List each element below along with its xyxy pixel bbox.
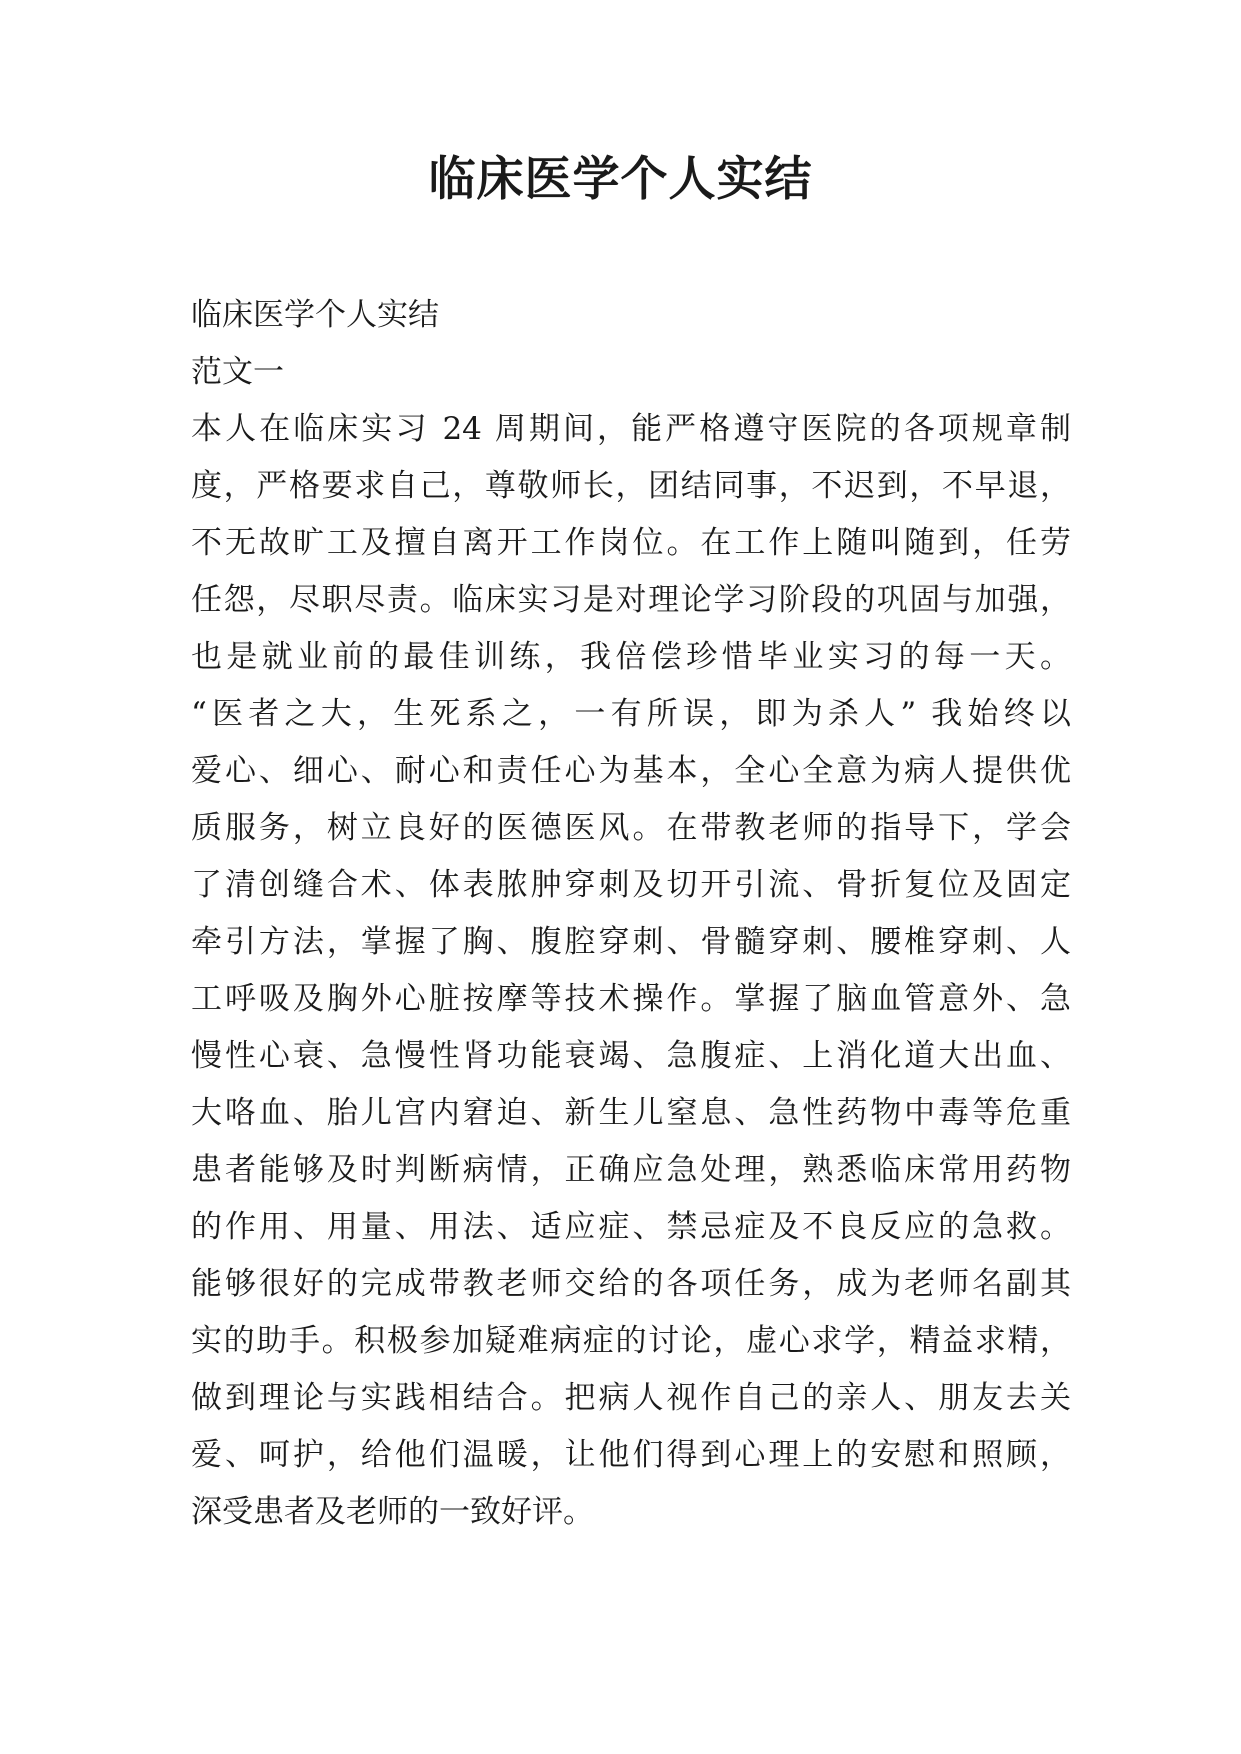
document-subtitle: 临床医学个人实结 — [191, 297, 439, 333]
paragraph-line: 的作用、用量、用法、适应症、禁忌症及不良反应的急救。 — [191, 1209, 1071, 1245]
paragraph-line: 爱心、细心、耐心和责任心为基本，全心全意为病人提供优 — [191, 753, 1071, 789]
paragraph-line: 本人在临床实习 24 周期间，能严格遵守医院的各项规章制 — [191, 411, 1071, 447]
paragraph-line: 慢性心衰、急慢性肾功能衰竭、急腹症、上消化道大出血、 — [191, 1038, 1071, 1074]
paragraph-line: 任怨，尽职尽责。临床实习是对理论学习阶段的巩固与加强， — [191, 582, 1071, 618]
paragraph-line: 质服务，树立良好的医德医风。在带教老师的指导下，学会 — [191, 810, 1071, 846]
paragraph-line: 能够很好的完成带教老师交给的各项任务，成为老师名副其 — [191, 1266, 1071, 1302]
document-title: 临床医学个人实结 — [428, 152, 813, 207]
paragraph-line: 牵引方法，掌握了胸、腹腔穿刺、骨髓穿刺、腰椎穿刺、人 — [191, 924, 1071, 960]
paragraph-line: 实的助手。积极参加疑难病症的讨论，虚心求学，精益求精， — [191, 1323, 1071, 1359]
paragraph-line-last: 深受患者及老师的一致好评。 — [191, 1494, 594, 1530]
section-label: 范文一 — [191, 354, 284, 390]
paragraph-line: “医者之大，生死系之，一有所误，即为杀人” 我始终以 — [191, 696, 1071, 732]
paragraph-line: 也是就业前的最佳训练，我倍偿珍惜毕业实习的每一天。 — [191, 639, 1071, 675]
paragraph-line: 工呼吸及胸外心脏按摩等技术操作。掌握了脑血管意外、急 — [191, 981, 1071, 1017]
document-body — [191, 287, 1071, 1541]
paragraph-line: 做到理论与实践相结合。把病人视作自己的亲人、朋友去关 — [191, 1380, 1071, 1416]
paragraph-line: 爱、呵护，给他们温暖，让他们得到心理上的安慰和照顾， — [191, 1437, 1071, 1473]
paragraph-line: 不无故旷工及擅自离开工作岗位。在工作上随叫随到，任劳 — [191, 525, 1071, 561]
paragraph-line: 了清创缝合术、体表脓肿穿刺及切开引流、骨折复位及固定 — [191, 867, 1071, 903]
paragraph-line: 度，严格要求自己，尊敬师长，团结同事，不迟到，不早退， — [191, 468, 1071, 504]
paragraph-line: 大咯血、胎儿宫内窘迫、新生儿窒息、急性药物中毒等危重 — [191, 1095, 1071, 1131]
paragraph-line: 患者能够及时判断病情，正确应急处理，熟悉临床常用药物 — [191, 1152, 1071, 1188]
